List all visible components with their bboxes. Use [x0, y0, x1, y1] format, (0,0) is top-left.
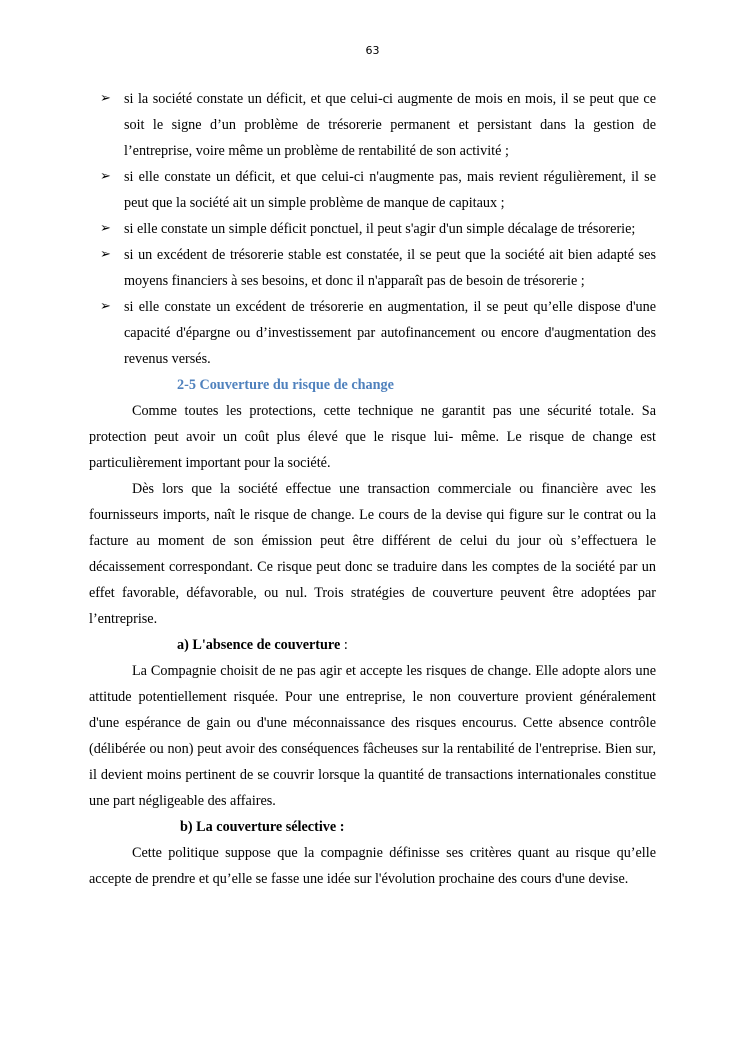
page-number: 63 [365, 44, 380, 57]
bullet-list [89, 86, 656, 372]
list-item [89, 294, 656, 372]
section-heading: 2-5 Couverture du risque de change [177, 377, 394, 393]
list-item [89, 242, 656, 294]
paragraph-selective-coverage: Cette politique suppose que la compagnie définisse ses critères quant au risque qu’elle accepte de prendre et qu’elle se fasse une idée sur l'évolution prochaine des cours d'une devise. [89, 845, 656, 887]
paragraph-protection: Comme toutes les protections, cette technique ne garantit pas une sécurité totale. Sa protection peut avoir un coût plus élevé que le risque lui- même. Le risque de change est particulièrement important pour la société. [89, 403, 656, 471]
list-item-text: si la société constate un déficit, et que celui-ci augmente de mois en mois, il se peut que ce soit le signe d’un problème de trésorerie permanent et persistant dans la gestion de l’entreprise, voire même un problème de rentabilité de son activité ; [124, 91, 656, 159]
arrow-bullet-icon: ➢ [100, 169, 111, 184]
list-item-text: si elle constate un déficit, et que celui-ci n'augmente pas, mais revient régulièrement, il se peut que la société ait un simple problème de manque de capitaux ; [124, 169, 656, 211]
subheading-no-coverage-text: a) L'absence de couverture [177, 637, 341, 653]
subheading-colon: : [340, 637, 348, 653]
arrow-bullet-icon: ➢ [100, 247, 111, 262]
list-item [89, 164, 656, 216]
subheading-no-coverage [89, 632, 656, 658]
list-item-text: si un excédent de trésorerie stable est constatée, il se peut que la société ait bien adapté ses moyens financiers à ses besoins, et donc il n'apparaît pas de besoin de trésorerie ; [124, 247, 656, 289]
paragraph-risk-origin: Dès lors que la société effectue une transaction commerciale ou financière avec les fournisseurs imports, naît le risque de change. Le cours de la devise qui figure sur le contrat ou la facture au moment de son émission peut être différent de celui du jour où s’effectuera le décaissement correspondant. Ce risque peut donc se traduire dans les comptes de la société par un effet favorable, défavorable, ou nul. Trois stratégies de couverture peuvent être adoptées par l’entreprise. [89, 481, 656, 627]
subheading-selective-coverage: b) La couverture sélective : [180, 819, 345, 835]
page-content [89, 86, 656, 892]
list-item-text: si elle constate un simple déficit ponctuel, il peut s'agir d'un simple décalage de trésorerie; [124, 221, 636, 237]
list-item-text: si elle constate un excédent de trésorerie en augmentation, il se peut qu’elle dispose d'une capacité d'épargne ou d’investissement par autofinancement ou encore d'augmentation des revenus versés. [124, 299, 656, 367]
arrow-bullet-icon: ➢ [100, 91, 111, 106]
list-item [89, 86, 656, 164]
arrow-bullet-icon: ➢ [100, 221, 111, 236]
paragraph-no-coverage: La Compagnie choisit de ne pas agir et accepte les risques de change. Elle adopte alors une attitude potentiellement risquée. Pour une entreprise, le non couverture provient généralement d'une espérance de gain ou d'une méconnaissance des risques encourus. Cette absence contrôle (délibérée ou non) peut avoir des conséquences fâcheuses sur la rentabilité de l'entreprise. Bien sur, il devient moins pertinent de se couvrir lorsque la quantité de transactions internationales constitue une part négligeable des affaires. [89, 663, 656, 809]
arrow-bullet-icon: ➢ [100, 299, 111, 314]
list-item [89, 216, 656, 242]
